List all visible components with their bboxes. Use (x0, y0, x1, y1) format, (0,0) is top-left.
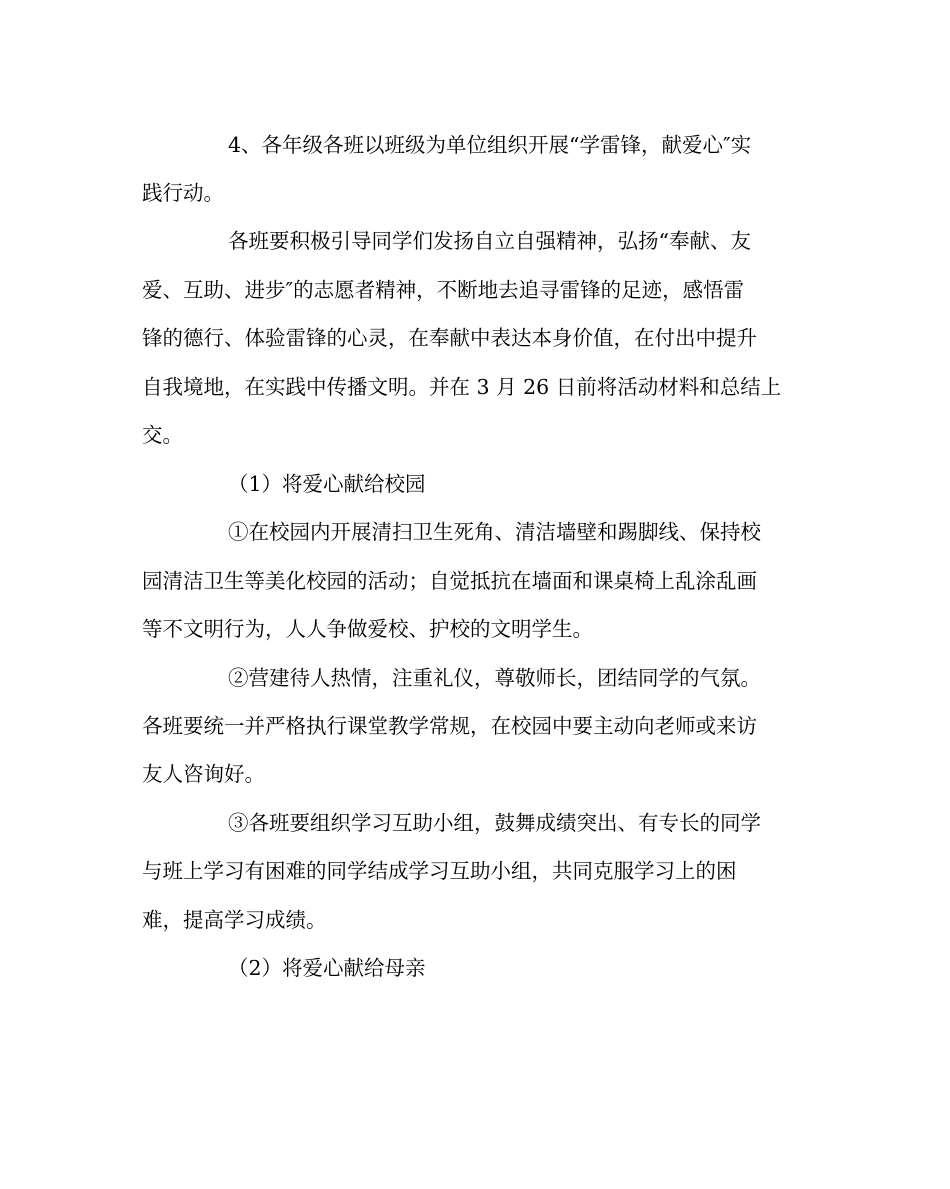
item-1-line-1: ①在校园内开展清扫卫生死角、清洁墙壁和踢脚线、保持校 (228, 520, 761, 544)
section-heading-1: （1）将爱心献给校园 (228, 472, 426, 496)
section-heading-2: （2）将爱心献给母亲 (228, 956, 426, 980)
paragraph-4-line-1: 4、各年级各班以班级为单位组织开展“学雷锋，献爱心″实 (228, 133, 752, 157)
item-3-line-2: 与班上学习有困难的同学结成学习互助小组，共同克服学习上的困 (142, 859, 737, 883)
item-2-line-2: 各班要统一并严格执行课堂教学常规，在校园中要主动向老师或来访 (142, 714, 757, 738)
paragraph-a-line-2: 爱、互助、进步″的志愿者精神，不断地去追寻雷锋的足迹，感悟雷 (142, 278, 745, 302)
paragraph-4-line-2: 践行动。 (142, 181, 224, 205)
item-1-line-2: 园清洁卫生等美化校园的活动；自觉抵抗在墙面和课桌椅上乱涂乱画 (142, 569, 757, 593)
paragraph-a-line-3: 锋的德行、体验雷锋的心灵，在奉献中表达本身价值，在付出中提升 (142, 326, 757, 350)
item-1-line-3: 等不文明行为，人人争做爱校、护校的文明学生。 (142, 617, 593, 641)
paragraph-a-line-4: 自我境地，在实践中传播文明。并在 3 月 26 日前将活动材料和总结上 (142, 375, 782, 399)
item-2-line-1: ②营建待人热情，注重礼仪，尊敬师长，团结同学的气氛。 (228, 666, 761, 690)
item-3-line-1: ③各班要组织学习互助小组，鼓舞成绩突出、有专长的同学 (228, 811, 761, 835)
paragraph-a-line-1: 各班要积极引导同学们发扬自立自强精神，弘扬“奉献、友 (228, 229, 751, 253)
paragraph-a-line-5: 交。 (142, 423, 183, 447)
item-3-line-3: 难，提高学习成绩。 (142, 908, 327, 932)
item-2-line-3: 友人咨询好。 (142, 762, 265, 786)
